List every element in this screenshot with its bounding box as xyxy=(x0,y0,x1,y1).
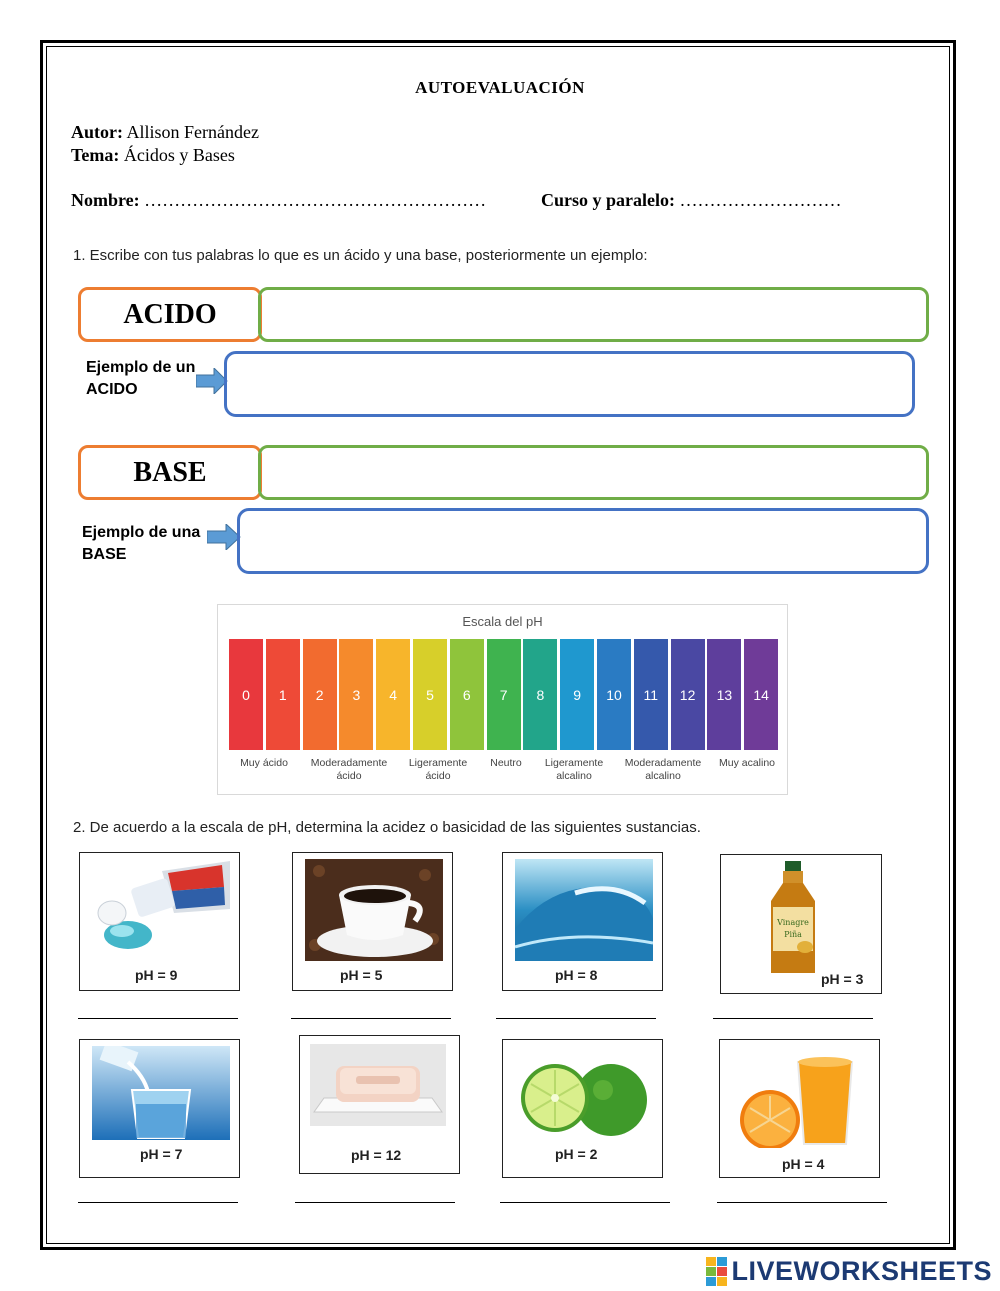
lime-image xyxy=(515,1050,653,1140)
soap-bar-image xyxy=(310,1044,446,1126)
base-word: BASE xyxy=(133,456,207,488)
ph-label: pH = 8 xyxy=(555,967,598,983)
vinegar-label-text-2: Piña xyxy=(784,930,802,939)
course-field[interactable]: ……………………… xyxy=(679,190,842,210)
ph-label: pH = 12 xyxy=(351,1147,402,1163)
ph-scale-cell: 7 xyxy=(487,639,521,750)
ph-label: pH = 5 xyxy=(340,967,383,983)
ph-scale-cell: 14 xyxy=(744,639,778,750)
topic-line xyxy=(71,145,235,166)
ph-scale-category-label-line1: Moderadamente xyxy=(310,757,388,769)
answer-line[interactable] xyxy=(291,1018,451,1019)
ph-scale-cell: 11 xyxy=(634,639,668,750)
ph-scale-category-label-line2: alcalino xyxy=(645,770,681,782)
author-label: Autor: xyxy=(71,122,123,142)
wave-image xyxy=(515,859,653,961)
answer-line[interactable] xyxy=(496,1018,656,1019)
ph-scale-cell: 13 xyxy=(707,639,741,750)
name-field[interactable]: ………………………………………………… xyxy=(144,190,487,210)
question-1: 1. Escribe con tus palabras lo que es un ácido y una base, posteriormente un ejemplo: xyxy=(73,247,648,264)
orange-juice-image xyxy=(734,1050,870,1148)
answer-line[interactable] xyxy=(500,1202,670,1203)
topic-name: Ácidos y Bases xyxy=(123,145,235,165)
base-example-label-line1: Ejemplo de una xyxy=(82,524,201,541)
answer-line[interactable] xyxy=(717,1202,887,1203)
acid-example-label-line1: Ejemplo de un xyxy=(86,359,196,376)
substance-card-toothpaste xyxy=(79,852,240,991)
ph-scale-category-label xyxy=(304,757,394,783)
ph-label: pH = 4 xyxy=(782,1156,825,1172)
substance-card-seawater xyxy=(502,852,663,991)
ph-scale-cell: 3 xyxy=(339,639,373,750)
ph-label: pH = 3 xyxy=(821,971,864,987)
ph-scale-category-label xyxy=(219,757,309,770)
ph-scale-cell: 4 xyxy=(376,639,410,750)
ph-scale-cell: 10 xyxy=(597,639,631,750)
liveworksheets-logo-text: LIVEWORKSHEETS xyxy=(731,1256,992,1286)
ph-scale-category-label-line2: ácido xyxy=(425,770,451,782)
ph-scale-category-label-line1: Ligeramente xyxy=(544,757,604,769)
answer-line[interactable] xyxy=(713,1018,873,1019)
name-line xyxy=(71,190,486,211)
question-2: 2. De acuerdo a la escala de pH, determina la acidez o basicidad de las siguientes sustancias. xyxy=(73,819,701,836)
base-example-label xyxy=(82,522,200,566)
ph-scale-category-label xyxy=(529,757,619,783)
base-example-input[interactable] xyxy=(237,508,929,574)
ph-scale-cell: 6 xyxy=(450,639,484,750)
substance-card-lime xyxy=(502,1039,663,1178)
arrow-right-icon xyxy=(207,524,241,550)
answer-line[interactable] xyxy=(78,1202,238,1203)
acid-example-label xyxy=(86,357,195,401)
ph-scale-title: Escala del pH xyxy=(462,614,543,629)
substance-card-coffee xyxy=(292,852,453,991)
water-glass-image xyxy=(92,1046,230,1140)
ph-scale-category-label-line1: Moderadamente xyxy=(624,757,702,769)
acid-word: ACIDO xyxy=(123,298,217,330)
ph-scale-cell: 8 xyxy=(523,639,557,750)
liveworksheets-logo xyxy=(706,1256,992,1287)
course-label: Curso y paralelo: xyxy=(541,190,675,210)
ph-scale-category-label-line1: Muy acalino xyxy=(718,757,776,769)
base-example-label-line2: BASE xyxy=(82,546,127,563)
name-label: Nombre: xyxy=(71,190,140,210)
ph-label: pH = 9 xyxy=(135,967,178,983)
ph-scale-category-label-line2: alcalino xyxy=(556,770,592,782)
ph-scale-cell: 5 xyxy=(413,639,447,750)
base-definition-input[interactable] xyxy=(258,445,929,500)
substance-card-soap xyxy=(299,1035,460,1174)
ph-label: pH = 7 xyxy=(140,1146,183,1162)
answer-line[interactable] xyxy=(78,1018,238,1019)
liveworksheets-logo-mark-icon xyxy=(706,1257,727,1286)
ph-scale-category-label xyxy=(618,757,708,783)
ph-scale-category-label-line1: Ligeramente xyxy=(408,757,468,769)
acid-word-box xyxy=(78,287,262,342)
answer-line[interactable] xyxy=(295,1202,455,1203)
ph-scale-category-label-line1: Neutro xyxy=(490,757,522,769)
ph-scale-category-label-line1: Muy ácido xyxy=(240,757,288,769)
acid-example-input[interactable] xyxy=(224,351,915,417)
ph-scale-cell: 9 xyxy=(560,639,594,750)
worksheet-title: AUTOEVALUACIÓN xyxy=(415,78,585,97)
author-name: Allison Fernández xyxy=(126,122,259,142)
toothpaste-image xyxy=(92,861,230,961)
substance-card-orange-juice xyxy=(719,1039,880,1178)
base-word-box xyxy=(78,445,262,500)
vinegar-bottle-image xyxy=(763,861,823,979)
author-line xyxy=(71,122,259,143)
ph-scale-cell: 1 xyxy=(266,639,300,750)
topic-label: Tema: xyxy=(71,145,120,165)
acid-definition-input[interactable] xyxy=(258,287,929,342)
ph-label: pH = 2 xyxy=(555,1146,598,1162)
vinegar-label-text: Vinagre xyxy=(777,918,809,927)
ph-scale-cell: 0 xyxy=(229,639,263,750)
course-line xyxy=(541,190,842,211)
substance-card-water xyxy=(79,1039,240,1178)
substance-card-vinegar xyxy=(720,854,882,994)
ph-scale-cell: 2 xyxy=(303,639,337,750)
ph-scale-cell: 12 xyxy=(671,639,705,750)
ph-scale-category-label xyxy=(702,757,792,770)
ph-scale-image xyxy=(217,604,788,795)
acid-example-label-line2: ACIDO xyxy=(86,381,138,398)
ph-scale-category-label-line2: ácido xyxy=(336,770,362,782)
coffee-image xyxy=(305,859,443,961)
